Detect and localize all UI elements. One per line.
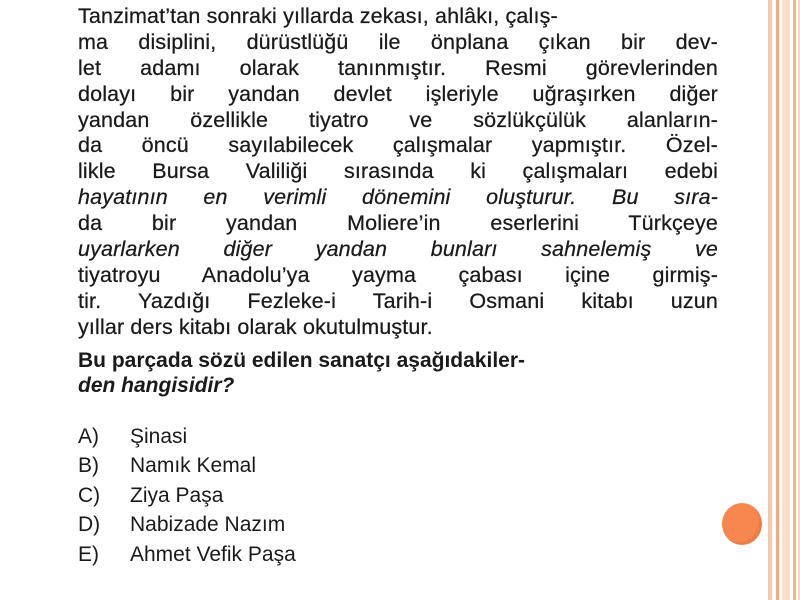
passage-line: tir. Yazdığı Fezleke-i Tarih-i Osmani kitabı uzun bbox=[78, 288, 718, 313]
option-b[interactable] bbox=[78, 451, 718, 481]
option-c[interactable] bbox=[78, 481, 718, 511]
option-text: Nabizade Nazım bbox=[130, 513, 286, 537]
question-document bbox=[78, 4, 718, 569]
passage-line: hayatının en verimli dönemini oluşturur. Bu sıra- bbox=[78, 185, 718, 210]
question-line: den hangisidir? bbox=[78, 373, 235, 397]
passage-line: yıllar ders kitabı olarak okutulmuştur. bbox=[78, 314, 433, 339]
passage-line: yandan özellikle tiyatro ve sözlükçülük alanların- bbox=[78, 107, 718, 132]
answer-options bbox=[78, 422, 718, 570]
passage-line: uyarlarken diğer yandan bunları sahnelemiş ve bbox=[78, 237, 718, 262]
option-letter: B) bbox=[78, 454, 99, 478]
stripe bbox=[782, 0, 790, 600]
passage-line: tiyatroyu Anadolu’ya yayma çabası içine girmiş- bbox=[78, 262, 718, 287]
option-letter: A) bbox=[78, 424, 99, 448]
stripe bbox=[776, 0, 779, 600]
passage-line: dolayı bir yandan devlet işleriyle uğraşırken diğer bbox=[78, 81, 718, 106]
passage-line: da bir yandan Moliere’in eserlerini Türkçeye bbox=[78, 211, 718, 236]
passage-line: da öncü sayılabilecek çalışmalar yapmıştır. Özel- bbox=[78, 133, 718, 158]
reading-passage bbox=[78, 4, 718, 341]
option-text: Namık Kemal bbox=[130, 454, 257, 478]
option-text: Ahmet Vefik Paşa bbox=[130, 542, 296, 566]
option-letter: C) bbox=[78, 483, 101, 507]
passage-line: ma disiplini, dürüstlüğü ile önplana çıkan bir dev- bbox=[78, 29, 718, 54]
option-d[interactable] bbox=[78, 510, 718, 540]
decorative-side-stripes bbox=[768, 0, 800, 600]
option-a[interactable] bbox=[78, 422, 718, 452]
option-e[interactable] bbox=[78, 540, 718, 570]
option-text: Şinasi bbox=[130, 424, 188, 448]
stripe bbox=[793, 0, 796, 600]
passage-line: likle Bursa Valiliği sırasında ki çalışmaları edebi bbox=[78, 159, 718, 184]
question-stem bbox=[78, 348, 718, 398]
option-text: Ziya Paşa bbox=[130, 483, 224, 507]
orange-circle-bullet bbox=[722, 503, 762, 545]
passage-line: let adamı olarak tanınmıştır. Resmi görevlerinden bbox=[78, 55, 718, 80]
option-letter: E) bbox=[78, 542, 99, 566]
option-letter: D) bbox=[78, 513, 101, 537]
passage-line: Tanzimat’tan sonraki yıllarda zekası, ahlâkı, çalış- bbox=[78, 4, 558, 28]
question-line: Bu parçada sözü edilen sanatçı aşağıdakiler- bbox=[78, 348, 525, 372]
stripe bbox=[768, 0, 772, 600]
